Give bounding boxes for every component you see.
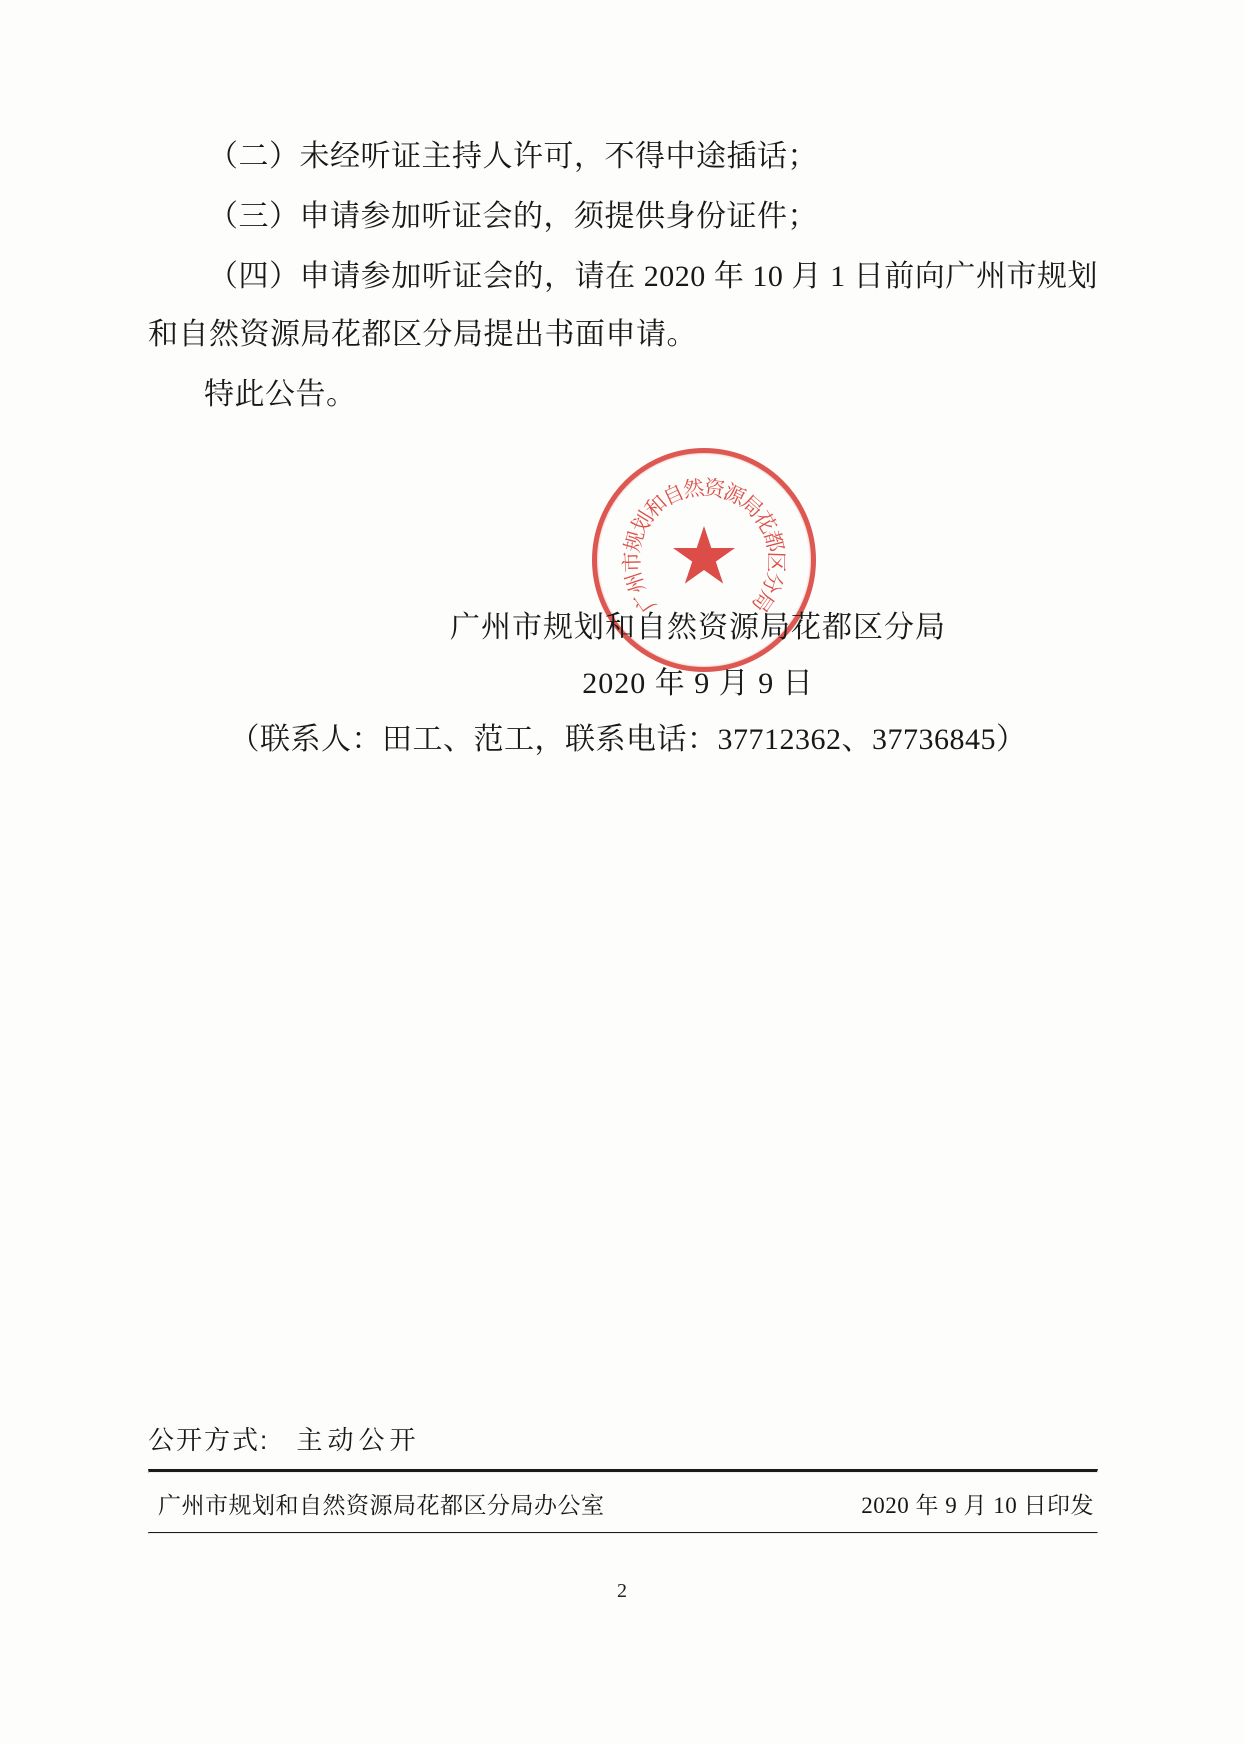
disclosure-value: 主动公开 — [296, 1426, 421, 1455]
footer-issuer: 广州市规划和自然资源局花都区分局办公室 — [158, 1493, 605, 1518]
paragraph-item-3: （三）申请参加听证会的，须提供身份证件； — [208, 200, 818, 233]
paragraph-notice-closing: 特此公告。 — [204, 378, 357, 411]
footer-rule-bottom — [148, 1532, 1098, 1534]
document-footer — [148, 1420, 1098, 1534]
paragraph-item-2: （二）未经听证主持人许可，不得中途插话； — [208, 140, 818, 173]
footer-print-date: 2020 年 9 月 10 日印发 — [861, 1493, 1094, 1518]
signature-block — [148, 600, 1098, 768]
signature-organization: 广州市规划和自然资源局花都区分局 — [450, 611, 946, 644]
disclosure-row — [148, 1420, 1098, 1469]
disclosure-label: 公开方式: — [148, 1425, 270, 1455]
paragraph-item-4: （四）申请参加听证会的，请在 2020 年 10 月 1 日前向广州市规划和自然资源局花都区分局提出书面申请。 — [148, 260, 1098, 351]
page-number: 2 — [617, 1580, 627, 1602]
seal-arc-text-rendered: 广 州 市 规 划 和 自 然 资 源 局 花 都 区 分 局 — [619, 475, 789, 617]
signature-contact: （联系人：田工、范工，联系电话：37712362、37736845） — [229, 723, 1027, 756]
document-body — [148, 128, 1098, 426]
footer-issuer-row — [148, 1473, 1098, 1532]
signature-date: 2020 年 9 月 9 日 — [582, 667, 814, 700]
seal-star-icon — [673, 526, 735, 588]
